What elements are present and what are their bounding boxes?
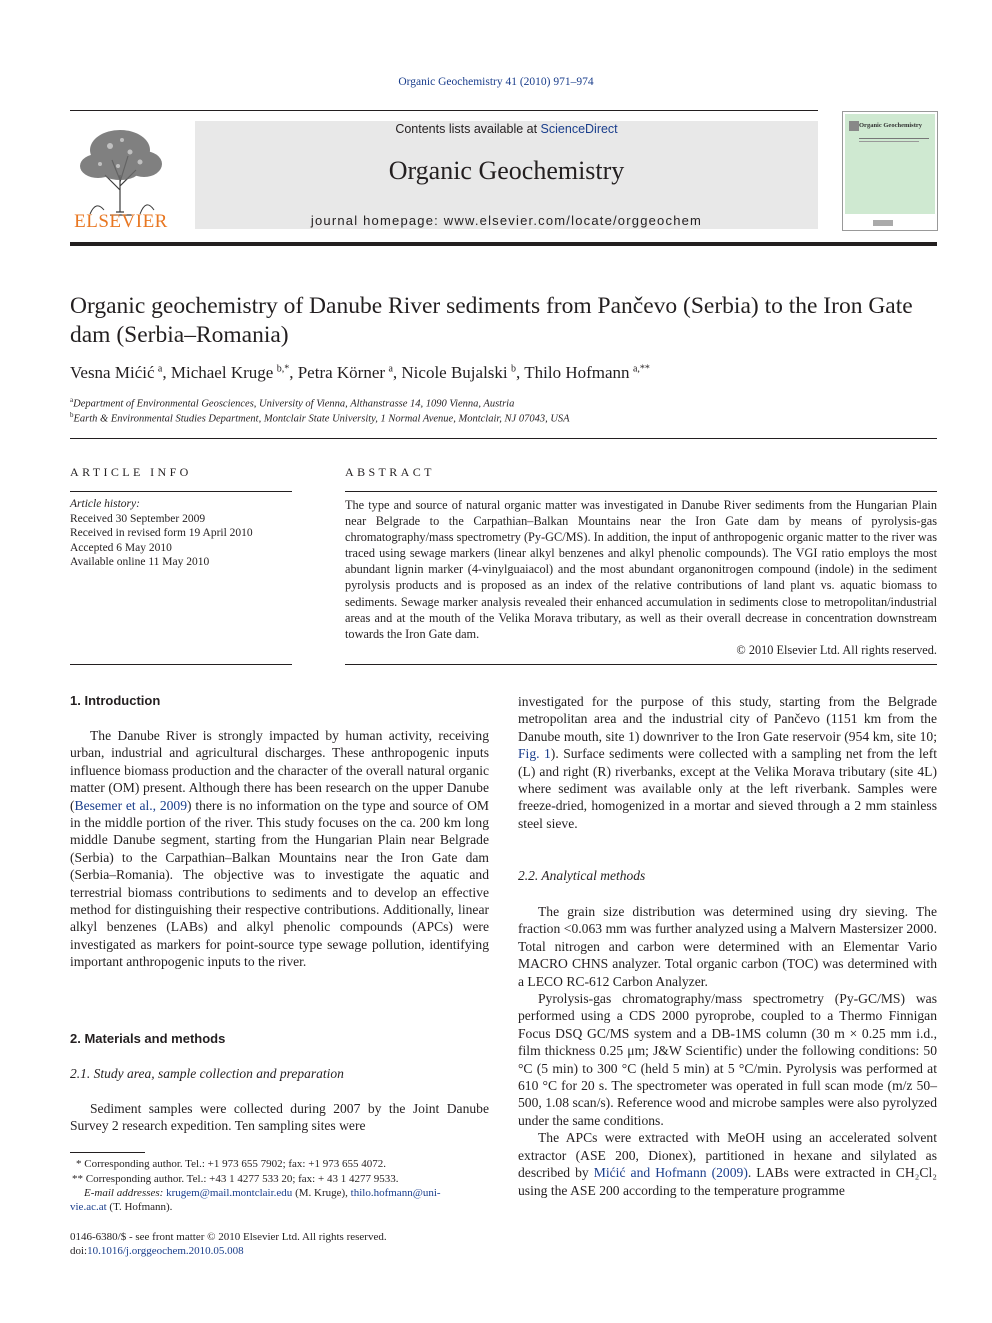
email-kruge-link[interactable]: krugem@mail.montclair.edu: [166, 1187, 293, 1199]
abstract-heading: ABSTRACT: [345, 465, 435, 479]
author-list: Vesna Mićić $^a$, Michael Kruge $^{b,*}$, Petra Körner $^a$, Nicole Bujalski $^b$, Thilo Hofmann $^{a,**}$: [70, 363, 650, 382]
issn-line: 0146-6380/$ - see front matter © 2010 Elsevier Ltd. All rights reserved.: [70, 1231, 387, 1243]
introduction-paragraph: [70, 727, 489, 971]
doi-line: [70, 1244, 244, 1259]
author-mark[interactable]: a,**: [632, 363, 650, 375]
ref-besemer[interactable]: Besemer et al., 2009: [74, 797, 188, 813]
author-mark[interactable]: a: [388, 363, 393, 375]
author-mark[interactable]: a: [157, 363, 163, 375]
affiliation-text: Department of Environmental Geosciences, University of Vienna, Althanstrasse 14, 1090 Vienna, Austria: [73, 398, 515, 410]
study-area-paragraph: [70, 1100, 489, 1135]
article-info-heading: ARTICLE INFO: [70, 465, 192, 479]
cover-panel: [845, 114, 935, 214]
email-label: E-mail addresses:: [84, 1187, 167, 1199]
article-history: [70, 497, 253, 570]
analytical-text: The APCs were extracted with MeOH using an accelerated solvent extractor (ASE 200, Dionex), partitioned in hexane and silylated as described by: [518, 1130, 937, 1181]
sciencedirect-link[interactable]: ScienceDirect: [540, 122, 618, 136]
abstract-rule: [345, 491, 937, 492]
author-name: Michael Kruge: [170, 363, 274, 382]
ref-micic-hofmann[interactable]: Mićić and Hofmann (2009): [593, 1165, 748, 1181]
analytical-methods-body: [518, 903, 937, 1199]
article-info-bottom-rule: [70, 664, 292, 665]
affiliation-mark: a: [70, 396, 74, 404]
affiliation: [70, 411, 570, 425]
study-area-text: investigated for the purpose of this study, starting from the Belgrade metropolitan area and the industrial city of Pančevo (1151 km from the Danube mouth, site 1) downriver to the Iron Gate reservoir (954 km, site 10;: [518, 694, 937, 744]
header-rule: [70, 110, 818, 111]
cover-line: [859, 141, 919, 142]
doi-label: doi:: [70, 1245, 88, 1257]
ref-fig1[interactable]: Fig. 1: [518, 746, 551, 762]
journal-homepage[interactable]: journal homepage: www.elsevier.com/locate/orggeochem: [310, 213, 703, 228]
email-owner: (T. Hofmann).: [106, 1201, 173, 1213]
section-rule: [70, 438, 937, 439]
cover-title: Organic Geochemistry: [859, 122, 922, 129]
contents-prefix: Contents lists available at: [395, 122, 541, 136]
abstract-copyright: © 2010 Elsevier Ltd. All rights reserved.: [736, 642, 937, 657]
contents-line: [195, 122, 818, 136]
footnote-emails: [84, 1186, 441, 1201]
header-thick-rule: [70, 242, 937, 246]
journal-title: Organic Geochemistry: [388, 156, 625, 185]
section-methods-heading: 2. Materials and methods: [70, 1031, 226, 1046]
email-owner: (M. Kruge),: [292, 1187, 351, 1199]
subsection-study-area-heading: 2.1. Study area, sample collection and preparation: [70, 1066, 344, 1081]
publisher-name: ELSEVIER: [74, 211, 168, 232]
analytical-text: . LABs were extracted in CH₂Cl₂ using the ASE 200 according to the temperature programme: [518, 1165, 937, 1198]
journal-citation[interactable]: [0, 76, 992, 88]
author-mark[interactable]: b: [511, 363, 517, 375]
author-name: Thilo Hofmann: [524, 363, 630, 382]
journal-cover-thumbnail[interactable]: [842, 111, 938, 231]
abstract-body: [345, 497, 937, 658]
abstract-text: The type and source of natural organic matter was investigated in Danube River sediments from the Hungarian Plain near Belgrade to the Carpathian–Balkan Mountains near the Iron Gate dam by means of pyrolysis-gas chromatography/mass spectrometry (Py-GC/MS). In addition, the input of anthropogenic organic matter to the river was traced using sewage markers (linear alkyl benzenes and alkyl phenolic compounds). The VGI ratio employs the most abundant lignin marker (4-vinylguaiacol) and the most abundant organonitrogen compound (indole) in the sediment pyrolysis products and is proposed as an index of the relative contributions of land plant vs. aquatic biomass to sediments. Sewage marker analysis revealed their enhanced accumulation in sediments close to metropolitan/industrial areas and at the mouth of the Velika Morava tributary, as well as their overall decrease in concentration downstream towards the Iron Gate dam.: [345, 498, 937, 641]
analytical-paragraph-2: Pyrolysis-gas chromatography/mass spectrometry (Py-GC/MS) was performed using a CDS 2000 pyroprobe, coupled to a Thermo Finnigan Focus DSQ GC/MS system and a DB-1MS column (30 m × 0.25 mm i.d., film thickness 0.25 μm; J&W Scientific) under the following conditions: 50 °C (5 min) to 300 °C (held 5 min) at 5 °C/min. Pyrolysis was performed at 610 °C for 20 s. The spectrometer was operated in full scan mode (m/z 50–500, 1.08 scan/s). Reference wood and microbe samples were also pyrolyzed under the same conditions.: [518, 991, 937, 1128]
affiliation: [70, 396, 514, 410]
section-introduction-heading: 1. Introduction: [70, 693, 161, 708]
article-title: Organic geochemistry of Danube River sediments from Pančevo (Serbia) to the Iron Gate dam (Serbia–Romania): [70, 293, 913, 348]
author-name: Vesna Mićić: [70, 363, 155, 382]
affiliation-mark: b: [70, 411, 74, 419]
history-online: Available online 11 May 2010: [70, 556, 210, 568]
abstract-bottom-rule: [345, 664, 937, 665]
intro-text: ) there is no information on the type and source of OM in the middle portion of the river. This study focuses on the ca. 200 km long middle Danube segment, starting from the Hungarian Plain near Belgrade (Serbia) to the Carpathian–Balkan Mountains near the Iron Gate dam (Serbia–Romania). The objective was to investigate the aquatic and terrestrial biomass contributions to sediments and to develop an effective method for distinguishing their respective contributions. Additionally, linear alkyl benzenes (LABs) and alkyl phenolic compounds (APCs) were investigated as markers for point-source type sewage pollution, identifying important anthropogenic inputs to the river.: [70, 797, 489, 970]
citation-link[interactable]: Organic Geochemistry 41 (2010) 971–974: [398, 76, 594, 88]
footnote-rule: [70, 1152, 145, 1153]
author-name: Petra Körner: [297, 363, 386, 382]
article-info-rule: [70, 491, 292, 492]
history-label: Article history:: [70, 498, 140, 510]
cover-publisher-icon: [873, 218, 893, 228]
email-hofmann-link-cont[interactable]: vie.ac.at: [70, 1201, 107, 1213]
history-revised: Received in revised form 19 April 2010: [70, 527, 253, 539]
analytical-paragraph-1: The grain size distribution was determined using dry sieving. The fraction <0.063 mm was further analyzed using a Malvern Mastersizer 2000. Total nitrogen and carbon were determined with an Elementar Vario MACRO CHNS analyzer. Total organic carbon (TOC) was determined with a LECO RC-612 Carbon Analyzer.: [518, 904, 937, 989]
history-accepted: Accepted 6 May 2010: [70, 541, 172, 554]
history-received: Received 30 September 2009: [70, 512, 206, 525]
subsection-analytical-heading: 2.2. Analytical methods: [518, 868, 646, 883]
affiliation-text: Earth & Environmental Studies Department, Montclair State University, 1 Normal Avenue, Montclair, NJ 07043, USA: [73, 413, 570, 425]
intro-text: The Danube River is strongly impacted by human activity, receiving urban, industrial and agricultural discharges. These anthropogenic inputs influence biomass production and the character of the overall natural organic matter (OM) present. Although there has been research on the upper Danube (: [70, 728, 489, 813]
email-hofmann-link[interactable]: thilo.hofmann@uni-: [350, 1187, 441, 1199]
doi-link[interactable]: 10.1016/j.orggeochem.2010.05.008: [87, 1245, 244, 1257]
study-area-paragraph-cont: [518, 693, 937, 832]
author-name: Nicole Bujalski: [401, 363, 508, 382]
cover-line: [859, 138, 929, 139]
author-mark[interactable]: b,*: [276, 363, 290, 375]
footnote-corresponding-1: * Corresponding author. Tel.: +1 973 655 7902; fax: +1 973 655 4072.: [76, 1158, 386, 1170]
study-area-text: ). Surface sediments were collected with a sampling net from the left (L) and right (R) riverbanks, except at the Velika Morava tributary (site 4L) where sediment was available only at the left riverbank. Samples were freeze-dried, homogenized in a mortar and sieved through a 2 mm stainless steel sieve.: [518, 746, 937, 831]
elsevier-logo: [70, 120, 172, 232]
footnote-emails-cont: [70, 1200, 172, 1215]
study-area-text: Sediment samples were collected during 2007 by the Joint Danube Survey 2 research expedition. Ten sampling sites were: [70, 1101, 489, 1134]
footnote-corresponding-2: ** Corresponding author. Tel.: +43 1 4277 533 20; fax: + 43 1 4277 9533.: [72, 1173, 399, 1185]
